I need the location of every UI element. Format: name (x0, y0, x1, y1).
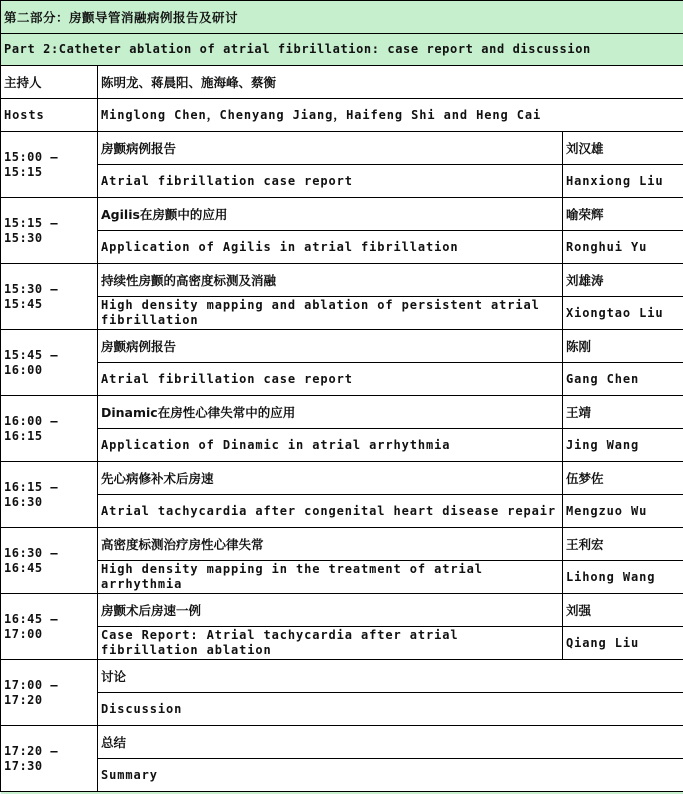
closing-row-cn (1, 660, 683, 693)
session-speaker-en: Lihong Wang (563, 561, 683, 594)
session-row-cn (1, 462, 683, 495)
session-time: 16:30 – 16:45 (1, 528, 98, 594)
closing-en: Discussion (98, 693, 683, 726)
session-speaker-cn: 王靖 (563, 396, 683, 429)
session-topic-cn: Agilis在房颤中的应用 (98, 198, 563, 231)
session-topic-en: Atrial fibrillation case report (98, 165, 563, 198)
session-speaker-en: Ronghui Yu (563, 231, 683, 264)
session-topic-en: Atrial tachycardia after congenital heart disease repair (98, 495, 563, 528)
session-topic-cn: 先心病修补术后房速 (98, 462, 563, 495)
session-row-en (1, 363, 683, 396)
session-topic-cn: Dinamic在房性心律失常中的应用 (98, 396, 563, 429)
session-speaker-cn: 刘强 (563, 594, 683, 627)
session-speaker-en: Qiang Liu (563, 627, 683, 660)
session-speaker-en: Gang Chen (563, 363, 683, 396)
session-row-cn (1, 528, 683, 561)
session-row-cn (1, 198, 683, 231)
session-topic-cn: 房颤病例报告 (98, 132, 563, 165)
closing-cn: 讨论 (98, 660, 683, 693)
session-speaker-en: Hanxiong Liu (563, 165, 683, 198)
session-time: 16:45 – 17:00 (1, 594, 98, 660)
session-speaker-cn: 王利宏 (563, 528, 683, 561)
hosts-names-cn: 陈明龙、蒋晨阳、施海峰、蔡衡 (98, 66, 683, 99)
session-speaker-cn: 刘雄涛 (563, 264, 683, 297)
hosts-label-en: Hosts (1, 99, 98, 132)
session-row-cn (1, 396, 683, 429)
session-row-en (1, 495, 683, 528)
session-topic-cn: 持续性房颤的高密度标测及消融 (98, 264, 563, 297)
session-time: 16:15 – 16:30 (1, 462, 98, 528)
section-subtitle: Part 2:Catheter ablation of atrial fibrillation: case report and discussion (1, 34, 683, 66)
session-row-en (1, 561, 683, 594)
closing-row-en (1, 693, 683, 726)
closing-cn: 总结 (98, 726, 683, 759)
session-topic-en: Atrial fibrillation case report (98, 363, 563, 396)
closing-time: 17:00 – 17:20 (1, 660, 98, 726)
hosts-names-en: Minglong Chen，Chenyang Jiang，Haifeng Shi and Heng Cai (98, 99, 683, 132)
session-row-cn (1, 330, 683, 363)
session-speaker-cn: 陈刚 (563, 330, 683, 363)
session-time: 15:00 – 15:15 (1, 132, 98, 198)
session-topic-cn: 房颤术后房速一例 (98, 594, 563, 627)
session-speaker-en: Jing Wang (563, 429, 683, 462)
session-speaker-cn: 喻荣辉 (563, 198, 683, 231)
hosts-label-cn: 主持人 (1, 66, 98, 99)
session-time: 15:15 – 15:30 (1, 198, 98, 264)
bottom-strip-cell (1, 792, 683, 795)
session-time: 15:30 – 15:45 (1, 264, 98, 330)
session-row-en (1, 297, 683, 330)
closing-en: Summary (98, 759, 683, 792)
session-topic-en: Application of Agilis in atrial fibrillation (98, 231, 563, 264)
session-topic-cn: 高密度标测治疗房性心律失常 (98, 528, 563, 561)
section-title: 第二部分：房颤导管消融病例报告及研讨 (1, 1, 683, 34)
session-speaker-en: Mengzuo Wu (563, 495, 683, 528)
session-time: 16:00 – 16:15 (1, 396, 98, 462)
session-time: 15:45 – 16:00 (1, 330, 98, 396)
session-row-en (1, 165, 683, 198)
session-topic-en: High density mapping and ablation of persistent atrial fibrillation (98, 297, 563, 330)
session-speaker-en: Xiongtao Liu (563, 297, 683, 330)
session-topic-cn: 房颤病例报告 (98, 330, 563, 363)
session-topic-en: High density mapping in the treatment of atrial arrhythmia (98, 561, 563, 594)
session-row-en (1, 627, 683, 660)
session-row-en (1, 231, 683, 264)
session-topic-en: Application of Dinamic in atrial arrhythmia (98, 429, 563, 462)
session-row-cn (1, 594, 683, 627)
closing-time: 17:20 – 17:30 (1, 726, 98, 792)
session-row-cn (1, 132, 683, 165)
session-topic-en: Case Report: Atrial tachycardia after atrial fibrillation ablation (98, 627, 563, 660)
closing-row-en (1, 759, 683, 792)
session-speaker-cn: 刘汉雄 (563, 132, 683, 165)
closing-row-cn (1, 726, 683, 759)
session-row-en (1, 429, 683, 462)
session-row-cn (1, 264, 683, 297)
table-bottom-strip (1, 792, 683, 795)
session-speaker-cn: 伍梦佐 (563, 462, 683, 495)
